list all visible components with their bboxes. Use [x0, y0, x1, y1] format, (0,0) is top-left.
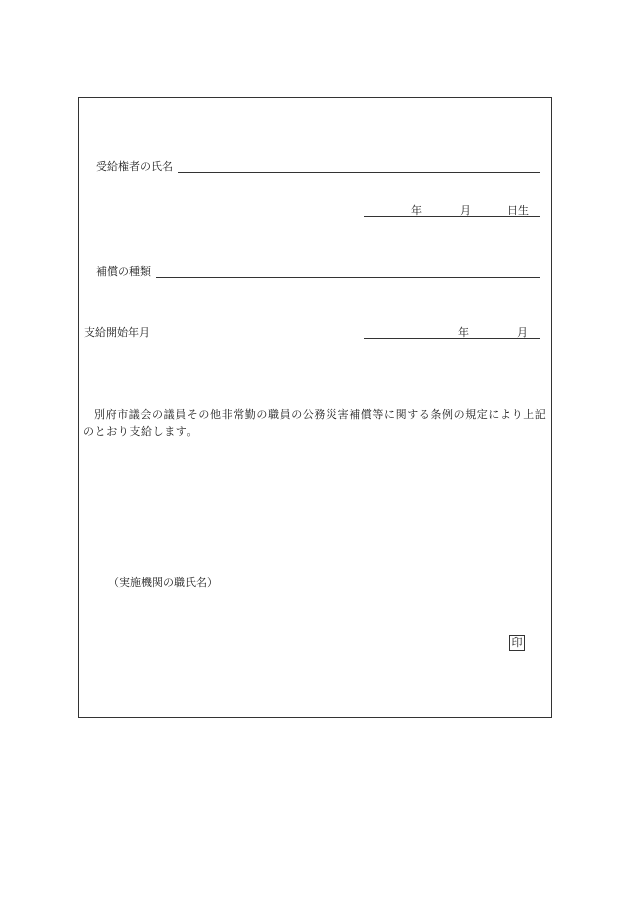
recipient-name-line[interactable]: [178, 172, 540, 173]
compensation-type-line[interactable]: [156, 277, 540, 278]
birth-year-label: 年: [411, 204, 422, 217]
birth-day-label: 日生: [507, 204, 529, 217]
birth-month-label: 月: [460, 204, 471, 217]
payment-start-label: 支給開始年月: [84, 326, 150, 339]
payment-start-line[interactable]: [364, 338, 540, 339]
statement-text: 別府市議会の議員その他非常勤の職員の公務災害補償等に関する条例の規定により上記のとおり支給します。: [83, 408, 547, 438]
payment-start-year-label: 年: [458, 326, 469, 339]
agency-name-label: （実施機関の職氏名）: [108, 576, 218, 589]
payment-start-month-label: 月: [517, 326, 528, 339]
seal-box: 印: [509, 635, 525, 651]
compensation-type-label: 補償の種類: [96, 265, 151, 278]
recipient-name-label: 受給権者の氏名: [96, 160, 173, 173]
